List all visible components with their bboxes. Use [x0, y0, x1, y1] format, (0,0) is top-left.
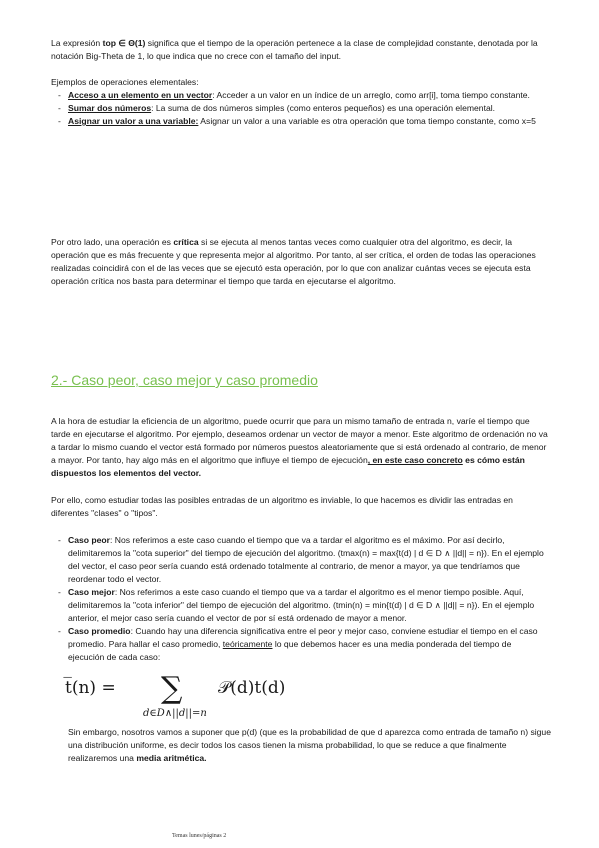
section-title: 2.- Caso peor, caso mejor y caso promedio — [51, 372, 318, 388]
formula-rhs: 𝒫(d)t(d) — [218, 678, 286, 698]
example-term: Acceso a un elemento en un vector — [68, 90, 213, 100]
intro-paragraph — [51, 37, 551, 63]
critical-term: crítica — [173, 237, 199, 247]
section-paragraph-1 — [51, 415, 551, 480]
case-term: Caso promedio — [68, 626, 131, 636]
case-text: : Nos referimos a este caso cuando el tiempo que va a tardar el algoritmo es el menor tiempo posible. Aquí, delimitaremos la "cota inferior" del tiempo de ejecución del algoritmo. (tmin(n) = min{t(d) | d ∈ D ∧ ||d|| = n}). En el ejemplo anterior, el mejor caso sería cuando el vector de por sí está ordenado de mayor a menor. — [68, 587, 535, 623]
example-text: Asignar un valor a una variable es otra operación que toma tiempo constante, como x=5 — [198, 116, 536, 126]
intro-text-2: significa que el tiempo de la operación pertenece a la clase de complejidad constante, denotada por la notación Big-Theta de 1, lo que indica que no crece con el tamaño del input. — [51, 38, 538, 61]
formula-lhs: t̅(n) = — [65, 678, 116, 698]
case-term: Caso mejor — [68, 587, 115, 597]
section-paragraph-2: Por ello, como estudiar todas las posibles entradas de un algoritmo es inviable, lo que hacemos es dividir las entradas en diferentes "clases" o "tipos". — [51, 495, 513, 518]
page-footer: Temas lunes/páginas 2 — [172, 833, 227, 839]
case-item-best: - Caso mejor: Nos referimos a este caso cuando el tiempo que va a tardar el algoritmo es el menor tiempo posible. Aquí, delimitaremos la "cota inferior" del tiempo de ejecución del algoritmo. (tmin(n) = min{t(d) | d ∈ D ∧ ||d|| = n}). En el ejemplo anterior, el mejor caso sería cuando el vector de por sí está ordenado de mayor a menor. — [58, 587, 535, 623]
section-text-bold: es cómo están dispuestos los elementos del vector. — [51, 455, 525, 478]
average-case-formula — [63, 668, 323, 720]
example-term: Asignar un valor a una variable: — [68, 116, 199, 126]
case-text: lo que debemos hacer es una media ponderada del tiempo de ejecución de cada caso: — [68, 639, 512, 662]
example-text: : La suma de dos números simples (como enteros pequeños) es una operación elemental. — [151, 103, 496, 113]
example-item: - Asignar un valor a una variable: Asignar un valor a una variable es otra operación que toma tiempo constante, como x=5 — [58, 116, 536, 126]
case-item-worst: - Caso peor: Nos referimos a este caso cuando el tiempo que va a tardar el algoritmo es el máximo. Por así decirlo, delimitaremos la "cota superior" del tiempo de ejecución del algoritmo. (tmax(n) = max{t(d) | d ∈ D ∧ ||d|| = n}). En el ejemplo del vector, el caso peor sería cuando está ordenado totalmente al contrario, de menor a mayor, ya que tendríamos que reordenar todo el vector. — [58, 535, 544, 584]
section-text-underlined: , en este caso concreto — [367, 455, 463, 465]
uniform-paragraph — [68, 726, 554, 765]
example-item: - Acceso a un elemento en un vector: Acceder a un valor en un índice de un arreglo, como arr[i], toma tiempo constante. — [58, 90, 530, 100]
examples-list — [58, 89, 548, 128]
section-text-1: A la hora de estudiar la eficiencia de un algoritmo, puede ocurrir que para un mismo tamaño de entrada n, varíe el tiempo que tarde en ejecutarse el algoritmo. Por ejemplo, deseamos ordenar un vector de mayor a menor. Este algoritmo de ordenación no va a tardar lo mismo cuando el vector está formado por números puestos aleatoriamente que si está ordenado al contrario, de menor a mayor. Por tanto, hay algo más en el algoritmo que influye el tiempo de ejecución — [51, 416, 548, 465]
critical-text-1: Por otro lado, una operación es — [51, 237, 174, 247]
case-item-average: - Caso promedio: Cuando hay una diferencia significativa entre el peor y mejor caso, conviene estudiar el tiempo en el caso promedio. Para hallar el caso promedio, teóricamente lo que debemos hacer es una media ponderada del tiempo de ejecución de cada caso: — [58, 626, 538, 662]
examples-heading: Ejemplos de operaciones elementales: — [51, 77, 199, 87]
formula-sum: ∑ — [161, 671, 183, 706]
formula-subscript: d∈D∧||d||=n — [143, 708, 207, 719]
example-item: - Sumar dos números: La suma de dos números simples (como enteros pequeños) es una operación elemental. — [58, 103, 496, 113]
uniform-text-bold: media aritmética. — [136, 753, 207, 763]
intro-notation: top ∈ Θ(1) — [102, 38, 146, 48]
intro-text-1: La expresión — [51, 38, 103, 48]
cases-list — [58, 534, 548, 664]
critical-text-2: si se ejecuta al menos tantas veces como cualquier otra del algoritmo, es decir, la operación que es más frecuente y que representa mejor al algoritmo. Por tanto, al ser crítica, el orden de todas las operaciones realizadas coincidirá con el de las veces que se ejecutó esta operación, por lo que con analizar cuántas veces se ejecuta esta operación crítica nos basta para determinar el tiempo que tarda en ejecutarse el algoritmo. — [51, 237, 536, 286]
case-text-underlined: teóricamente — [222, 639, 273, 649]
case-text: : Cuando hay una diferencia significativa entre el peor y mejor caso, conviene estudiar el tiempo en el caso promedio. Para hallar el caso promedio, — [68, 626, 538, 649]
case-term: Caso peor — [68, 535, 111, 545]
example-text: : Acceder a un valor en un índice de un arreglo, como arr[i], toma tiempo constante. — [212, 90, 530, 100]
example-term: Sumar dos números — [68, 103, 152, 113]
critical-paragraph — [51, 236, 551, 288]
uniform-text: Sin embargo, nosotros vamos a suponer que p(d) (que es la probabilidad de que d aparezca como entrada de tamaño n) sigue una distribución uniforme, es decir todos los casos tienen la misma probabilidad, lo que se reduce a que finalmente realizaremos una — [68, 727, 551, 763]
case-text: : Nos referimos a este caso cuando el tiempo que va a tardar el algoritmo es el máximo. Por así decirlo, delimitaremos la "cota superior" del tiempo de ejecución del algoritmo. (tmax(n) = max{t(d) | d ∈ D ∧ ||d|| = n}). En el ejemplo del vector, el caso peor sería cuando está ordenado totalmente al contrario, de menor a mayor, ya que tendríamos que reordenar todo el vector. — [68, 535, 544, 584]
